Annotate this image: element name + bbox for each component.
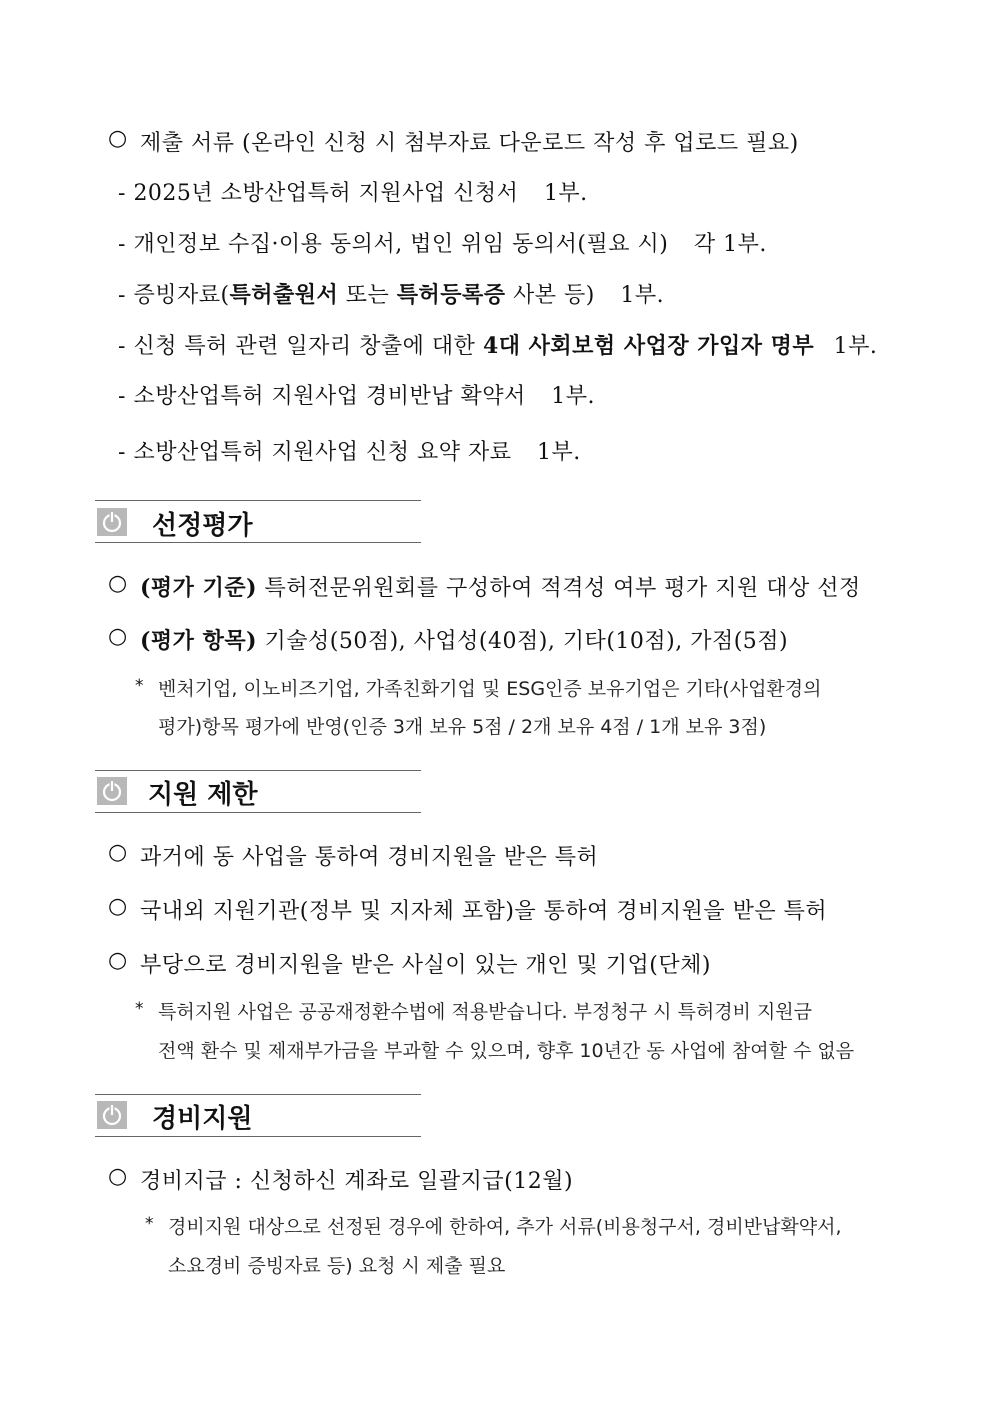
item-count: 1부. <box>543 181 588 206</box>
dash: - <box>118 334 126 359</box>
dash: - <box>118 440 126 465</box>
item-text-mid: 또는 <box>338 283 397 308</box>
bullet-circle: ○ <box>108 571 128 596</box>
power-icon <box>97 508 127 536</box>
note-line-1: 벤처기업, 이노비즈기업, 가족친화기업 및 ESG인증 보유기업은 기타(사업환경의 <box>158 678 822 700</box>
bullet-circle: ○ <box>108 624 128 649</box>
evaluation-items <box>140 624 788 655</box>
item-count: 1부. <box>833 334 878 359</box>
bullet-circle: ○ <box>108 126 128 151</box>
bullet-circle: ○ <box>108 948 128 973</box>
section-title: 선정평가 <box>152 511 253 541</box>
item-text-post: 사본 등) <box>505 283 595 308</box>
item-text-pre: 증빙자료( <box>133 283 230 308</box>
note-line-2: 전액 환수 및 제재부가금을 부과할 수 있으며, 향후 10년간 동 사업에 참여할 수 없음 <box>158 1040 855 1062</box>
section-rule-bottom <box>95 812 421 813</box>
restriction-item: 과거에 동 사업을 통하여 경비지원을 받은 특허 <box>140 845 599 870</box>
submission-item <box>118 435 581 466</box>
section-title: 경비지원 <box>152 1104 253 1134</box>
note-line-2: 소요경비 증빙자료 등) 요청 시 제출 필요 <box>168 1255 506 1277</box>
bullet-circle: ○ <box>108 840 128 865</box>
criteria-text: 특허전문위원회를 구성하여 적격성 여부 평가 지원 대상 선정 <box>264 576 861 601</box>
section-title: 지원 제한 <box>148 780 258 810</box>
restriction-item: 국내외 지원기관(정부 및 지자체 포함)을 통하여 경비지원을 받은 특허 <box>140 899 828 924</box>
item-count: 1부. <box>620 283 665 308</box>
section-rule-top <box>95 1094 421 1095</box>
item-count: 1부. <box>551 384 595 409</box>
note-asterisk: * <box>135 676 144 696</box>
item-count: 각 1부. <box>693 232 767 257</box>
criteria-label: (평가 기준) <box>140 575 257 601</box>
note-line-1: 경비지원 대상으로 선정된 경우에 한하여, 추가 서류(비용청구서, 경비반납확약서, <box>168 1216 842 1238</box>
submission-item <box>118 176 588 207</box>
restriction-item: 부당으로 경비지원을 받은 사실이 있는 개인 및 기업(단체) <box>140 953 711 978</box>
dash: - <box>118 232 126 257</box>
note-asterisk: * <box>135 999 144 1019</box>
evaluation-criteria <box>140 571 861 602</box>
item-bold: 4대 사회보험 사업장 가입자 명부 <box>482 333 815 359</box>
section-rule-bottom <box>95 542 421 543</box>
dash: - <box>118 283 126 308</box>
note-asterisk: * <box>145 1214 154 1234</box>
item-text: 개인정보 수집·이용 동의서, 법인 위임 동의서(필요 시) <box>133 232 669 257</box>
note-line-2: 평가)항목 평가에 반영(인증 3개 보유 5점 / 2개 보유 4점 / 1개 보유 3점) <box>158 716 767 738</box>
bullet-circle: ○ <box>108 1164 128 1189</box>
note-line-1: 특허지원 사업은 공공재정환수법에 적용받습니다. 부정청구 시 특허경비 지원금 <box>158 1001 812 1023</box>
submission-item <box>118 278 664 309</box>
submission-item <box>118 329 877 360</box>
item-text-pre: 신청 특허 관련 일자리 창출에 대한 <box>133 334 483 359</box>
dash: - <box>118 384 126 409</box>
power-icon <box>97 1101 127 1129</box>
section-rule-top <box>95 770 421 771</box>
submission-item <box>118 227 767 258</box>
items-label: (평가 항목) <box>140 628 257 654</box>
item-text: 소방산업특허 지원사업 경비반납 확약서 <box>133 384 526 409</box>
item-bold-2: 특허등록증 <box>396 282 506 308</box>
dash: - <box>118 181 126 206</box>
power-icon <box>97 777 127 805</box>
bullet-circle: ○ <box>108 894 128 919</box>
submission-heading: 제출 서류 (온라인 신청 시 첨부자료 다운로드 작성 후 업로드 필요) <box>140 131 799 156</box>
item-text: 소방산업특허 지원사업 신청 요약 자료 <box>133 440 512 465</box>
item-count: 1부. <box>536 440 581 465</box>
item-bold-1: 특허출원서 <box>229 282 339 308</box>
item-text: 2025년 소방산업특허 지원사업 신청서 <box>133 181 519 206</box>
funding-item: 경비지급 : 신청하신 계좌로 일괄지급(12월) <box>140 1169 574 1194</box>
section-rule-bottom <box>95 1136 421 1137</box>
section-rule-top <box>95 500 421 501</box>
items-text: 기술성(50점), 사업성(40점), 기타(10점), 가점(5점) <box>264 629 789 654</box>
submission-item <box>118 379 595 410</box>
